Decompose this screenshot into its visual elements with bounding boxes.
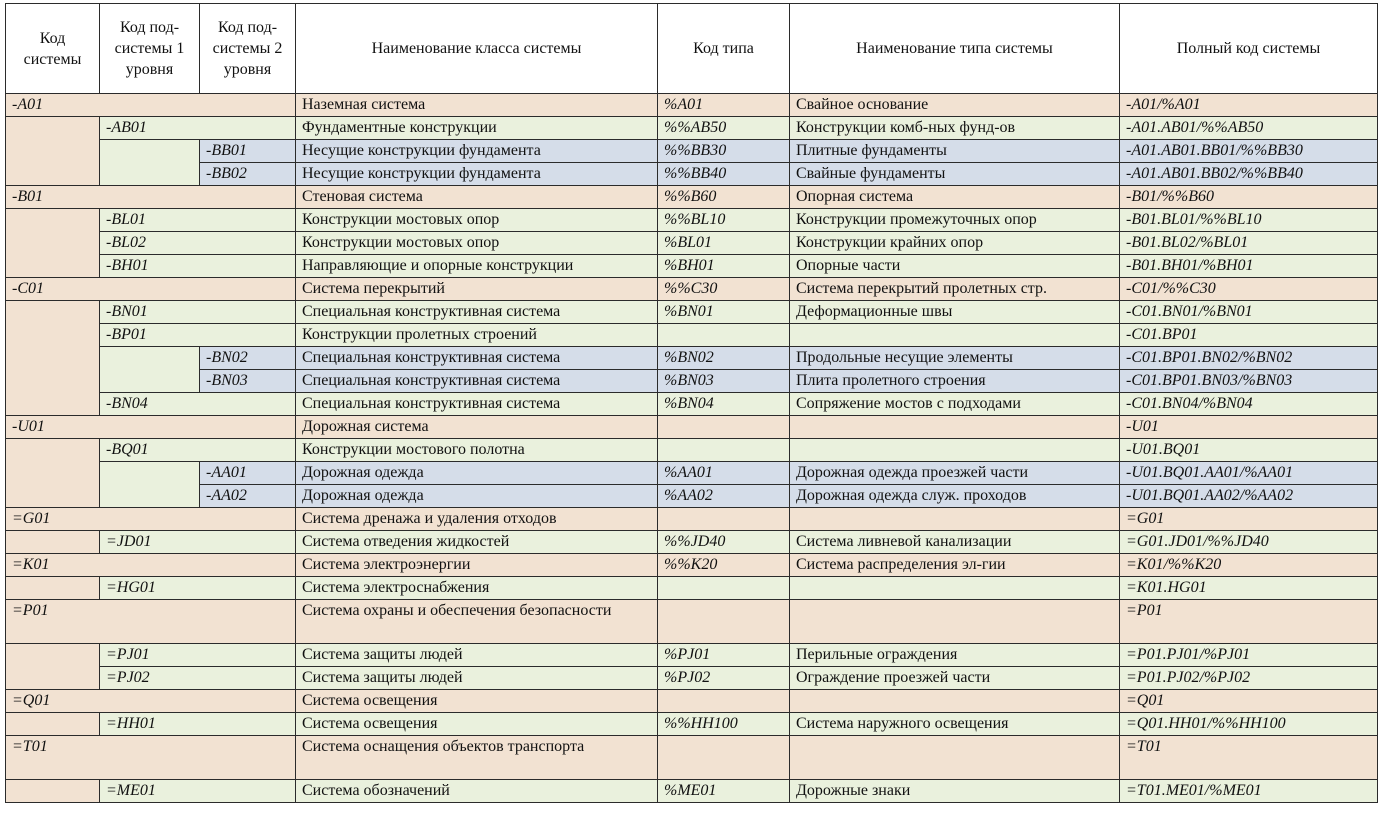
type-name-cell: Дорожные знаки — [790, 780, 1120, 803]
class-name-cell: Система обозначений — [296, 780, 658, 803]
type-name-cell: Плитные фундаменты — [790, 140, 1120, 163]
full-code-cell: -C01.BP01.BN03/%BN03 — [1120, 370, 1378, 393]
class-name-cell: Система отведения жидкостей — [296, 531, 658, 554]
full-code-cell: =K01/%%K20 — [1120, 554, 1378, 577]
class-name-cell: Наземная система — [296, 94, 658, 117]
subsystem-l1-span — [100, 140, 200, 186]
full-code-cell: -A01/%A01 — [1120, 94, 1378, 117]
type-name-cell: Дорожная одежда служ. проходов — [790, 485, 1120, 508]
type-name-cell: Сопряжение мостов с подходами — [790, 393, 1120, 416]
subsystem-l2-cell: -BN03 — [200, 370, 296, 393]
class-name-cell: Фундаментные конструкции — [296, 117, 658, 140]
header-subsystem-level2: Код под-системы 2 уровня — [200, 4, 296, 94]
type-code-cell: %%JD40 — [658, 531, 790, 554]
subsystem-l2-cell: -BB02 — [200, 163, 296, 186]
type-code-cell: %%BB30 — [658, 140, 790, 163]
type-name-cell: Опорная система — [790, 186, 1120, 209]
system-code-cell: =K01 — [6, 554, 296, 577]
subsystem-l1-cell: =ME01 — [100, 780, 296, 803]
system-code-cell: =T01 — [6, 736, 296, 780]
type-code-cell: %%HH100 — [658, 713, 790, 736]
class-name-cell: Стеновая система — [296, 186, 658, 209]
type-name-cell: Конструкции промежуточных опор — [790, 209, 1120, 232]
subsystem-l1-cell: =HG01 — [100, 577, 296, 600]
subsystem-l1-cell: -BQ01 — [100, 439, 296, 462]
type-name-cell — [790, 439, 1120, 462]
class-name-cell: Система освещения — [296, 690, 658, 713]
class-name-cell: Конструкции мостовых опор — [296, 209, 658, 232]
type-name-cell: Конструкции комб-ных фунд-ов — [790, 117, 1120, 140]
system-code-cell: =P01 — [6, 600, 296, 644]
type-name-cell: Система распределения эл-гии — [790, 554, 1120, 577]
header-system-code: Код системы — [6, 4, 100, 94]
type-code-cell — [658, 600, 790, 644]
subsystem-l2-cell: -BN02 — [200, 347, 296, 370]
system-code-cell: -B01 — [6, 186, 296, 209]
type-code-cell: %%BB40 — [658, 163, 790, 186]
type-name-cell — [790, 690, 1120, 713]
type-name-cell: Деформационные швы — [790, 301, 1120, 324]
full-code-cell: -C01.BN01/%BN01 — [1120, 301, 1378, 324]
subsystem-l2-cell: -AA02 — [200, 485, 296, 508]
type-code-cell: %BN03 — [658, 370, 790, 393]
class-name-cell: Система освещения — [296, 713, 658, 736]
system-code-span — [6, 531, 100, 554]
subsystem-l1-cell: -BN01 — [100, 301, 296, 324]
class-name-cell: Несущие конструкции фундамента — [296, 163, 658, 186]
type-code-cell: %BL01 — [658, 232, 790, 255]
full-code-cell: =Q01.HH01/%%HH100 — [1120, 713, 1378, 736]
full-code-cell: -C01.BP01 — [1120, 324, 1378, 347]
class-name-cell: Система перекрытий — [296, 278, 658, 301]
type-code-cell — [658, 577, 790, 600]
system-code-span — [6, 713, 100, 736]
subsystem-l2-cell: -BB01 — [200, 140, 296, 163]
full-code-cell: =K01.HG01 — [1120, 577, 1378, 600]
type-code-cell: %%B60 — [658, 186, 790, 209]
header-type-code: Код типа — [658, 4, 790, 94]
system-code-span — [6, 780, 100, 803]
header-full-code: Полный код системы — [1120, 4, 1378, 94]
full-code-cell: =G01 — [1120, 508, 1378, 531]
class-name-cell: Дорожная одежда — [296, 485, 658, 508]
type-name-cell: Система ливневой канализации — [790, 531, 1120, 554]
type-name-cell: Продольные несущие элементы — [790, 347, 1120, 370]
class-name-cell: Дорожная одежда — [296, 462, 658, 485]
type-code-cell: %AA02 — [658, 485, 790, 508]
system-code-cell: =Q01 — [6, 690, 296, 713]
class-name-cell: Система электроэнергии — [296, 554, 658, 577]
type-name-cell — [790, 416, 1120, 439]
type-name-cell: Конструкции крайних опор — [790, 232, 1120, 255]
full-code-cell: -C01.BP01.BN02/%BN02 — [1120, 347, 1378, 370]
table-body — [6, 94, 1378, 803]
system-code-span — [6, 439, 100, 508]
subsystem-l1-cell: =PJ01 — [100, 644, 296, 667]
type-code-cell: %%AB50 — [658, 117, 790, 140]
class-name-cell: Система охраны и обеспечения безопасности — [296, 600, 658, 644]
type-name-cell: Свайное основание — [790, 94, 1120, 117]
type-code-cell: %%K20 — [658, 554, 790, 577]
full-code-cell: -B01.BL02/%BL01 — [1120, 232, 1378, 255]
type-name-cell: Система перекрытий пролетных стр. — [790, 278, 1120, 301]
type-code-cell — [658, 324, 790, 347]
class-name-cell: Направляющие и опорные конструкции — [296, 255, 658, 278]
class-name-cell: Специальная конструктивная система — [296, 347, 658, 370]
subsystem-l1-cell: -BL02 — [100, 232, 296, 255]
subsystem-l1-cell: =PJ02 — [100, 667, 296, 690]
type-code-cell: %A01 — [658, 94, 790, 117]
full-code-cell: -U01.BQ01.AA02/%AA02 — [1120, 485, 1378, 508]
subsystem-l1-cell: =JD01 — [100, 531, 296, 554]
system-codes-table — [5, 3, 1378, 803]
type-name-cell — [790, 324, 1120, 347]
class-name-cell: Специальная конструктивная система — [296, 393, 658, 416]
type-name-cell: Система наружного освещения — [790, 713, 1120, 736]
type-name-cell: Опорные части — [790, 255, 1120, 278]
type-code-cell: %ME01 — [658, 780, 790, 803]
system-code-cell: -U01 — [6, 416, 296, 439]
full-code-cell: -A01.AB01.BB01/%%BB30 — [1120, 140, 1378, 163]
type-name-cell: Перильные ограждения — [790, 644, 1120, 667]
subsystem-l1-span — [100, 462, 200, 508]
type-code-cell: %AA01 — [658, 462, 790, 485]
full-code-cell: -A01.AB01/%%AB50 — [1120, 117, 1378, 140]
subsystem-l1-cell: -BN04 — [100, 393, 296, 416]
class-name-cell: Несущие конструкции фундамента — [296, 140, 658, 163]
type-code-cell — [658, 508, 790, 531]
type-name-cell — [790, 508, 1120, 531]
full-code-cell: -U01 — [1120, 416, 1378, 439]
system-code-span — [6, 209, 100, 278]
system-code-span — [6, 577, 100, 600]
subsystem-l1-cell: -BL01 — [100, 209, 296, 232]
class-name-cell: Конструкции пролетных строений — [296, 324, 658, 347]
class-name-cell: Система дренажа и удаления отходов — [296, 508, 658, 531]
type-code-cell: %%BL10 — [658, 209, 790, 232]
type-code-cell: %BN04 — [658, 393, 790, 416]
class-name-cell: Система электроснабжения — [296, 577, 658, 600]
type-code-cell: %PJ02 — [658, 667, 790, 690]
type-name-cell: Плита пролетного строения — [790, 370, 1120, 393]
type-code-cell: %%C30 — [658, 278, 790, 301]
class-name-cell: Система оснащения объектов транспорта — [296, 736, 658, 780]
header-subsystem-level1: Код под-системы 1 уровня — [100, 4, 200, 94]
class-name-cell: Дорожная система — [296, 416, 658, 439]
type-name-cell: Свайные фундаменты — [790, 163, 1120, 186]
type-code-cell: %BN01 — [658, 301, 790, 324]
table-header — [6, 4, 1378, 94]
full-code-cell: =Q01 — [1120, 690, 1378, 713]
type-code-cell — [658, 439, 790, 462]
header-class-name: Наименование класса системы — [296, 4, 658, 94]
system-code-cell: -A01 — [6, 94, 296, 117]
full-code-cell: -B01.BH01/%BH01 — [1120, 255, 1378, 278]
type-code-cell: %PJ01 — [658, 644, 790, 667]
class-name-cell: Конструкции мостовых опор — [296, 232, 658, 255]
class-name-cell: Специальная конструктивная система — [296, 370, 658, 393]
type-name-cell — [790, 600, 1120, 644]
system-code-span — [6, 301, 100, 416]
type-code-cell — [658, 736, 790, 780]
subsystem-l1-span — [100, 347, 200, 393]
subsystem-l1-cell: -BP01 — [100, 324, 296, 347]
class-name-cell: Конструкции мостового полотна — [296, 439, 658, 462]
type-name-cell — [790, 736, 1120, 780]
full-code-cell: =T01.ME01/%ME01 — [1120, 780, 1378, 803]
type-name-cell — [790, 577, 1120, 600]
full-code-cell: -B01/%%B60 — [1120, 186, 1378, 209]
system-code-cell: =G01 — [6, 508, 296, 531]
class-name-cell: Система защиты людей — [296, 644, 658, 667]
full-code-cell: -U01.BQ01.AA01/%AA01 — [1120, 462, 1378, 485]
type-code-cell — [658, 416, 790, 439]
class-name-cell: Специальная конструктивная система — [296, 301, 658, 324]
subsystem-l1-cell: -AB01 — [100, 117, 296, 140]
full-code-cell: -A01.AB01.BB02/%%BB40 — [1120, 163, 1378, 186]
full-code-cell: =P01 — [1120, 600, 1378, 644]
system-code-span — [6, 644, 100, 690]
subsystem-l2-cell: -AA01 — [200, 462, 296, 485]
full-code-cell: =T01 — [1120, 736, 1378, 780]
type-name-cell: Дорожная одежда проезжей части — [790, 462, 1120, 485]
type-name-cell: Ограждение проезжей части — [790, 667, 1120, 690]
type-code-cell — [658, 690, 790, 713]
full-code-cell: =G01.JD01/%%JD40 — [1120, 531, 1378, 554]
subsystem-l1-cell: =HH01 — [100, 713, 296, 736]
full-code-cell: -B01.BL01/%%BL10 — [1120, 209, 1378, 232]
system-code-cell: -C01 — [6, 278, 296, 301]
class-name-cell: Система защиты людей — [296, 667, 658, 690]
subsystem-l1-cell: -BH01 — [100, 255, 296, 278]
full-code-cell: =P01.PJ02/%PJ02 — [1120, 667, 1378, 690]
type-code-cell: %BH01 — [658, 255, 790, 278]
full-code-cell: -C01.BN04/%BN04 — [1120, 393, 1378, 416]
full-code-cell: -U01.BQ01 — [1120, 439, 1378, 462]
type-code-cell: %BN02 — [658, 347, 790, 370]
header-type-name: Наименование типа системы — [790, 4, 1120, 94]
full-code-cell: -C01/%%C30 — [1120, 278, 1378, 301]
full-code-cell: =P01.PJ01/%PJ01 — [1120, 644, 1378, 667]
system-code-span — [6, 117, 100, 186]
